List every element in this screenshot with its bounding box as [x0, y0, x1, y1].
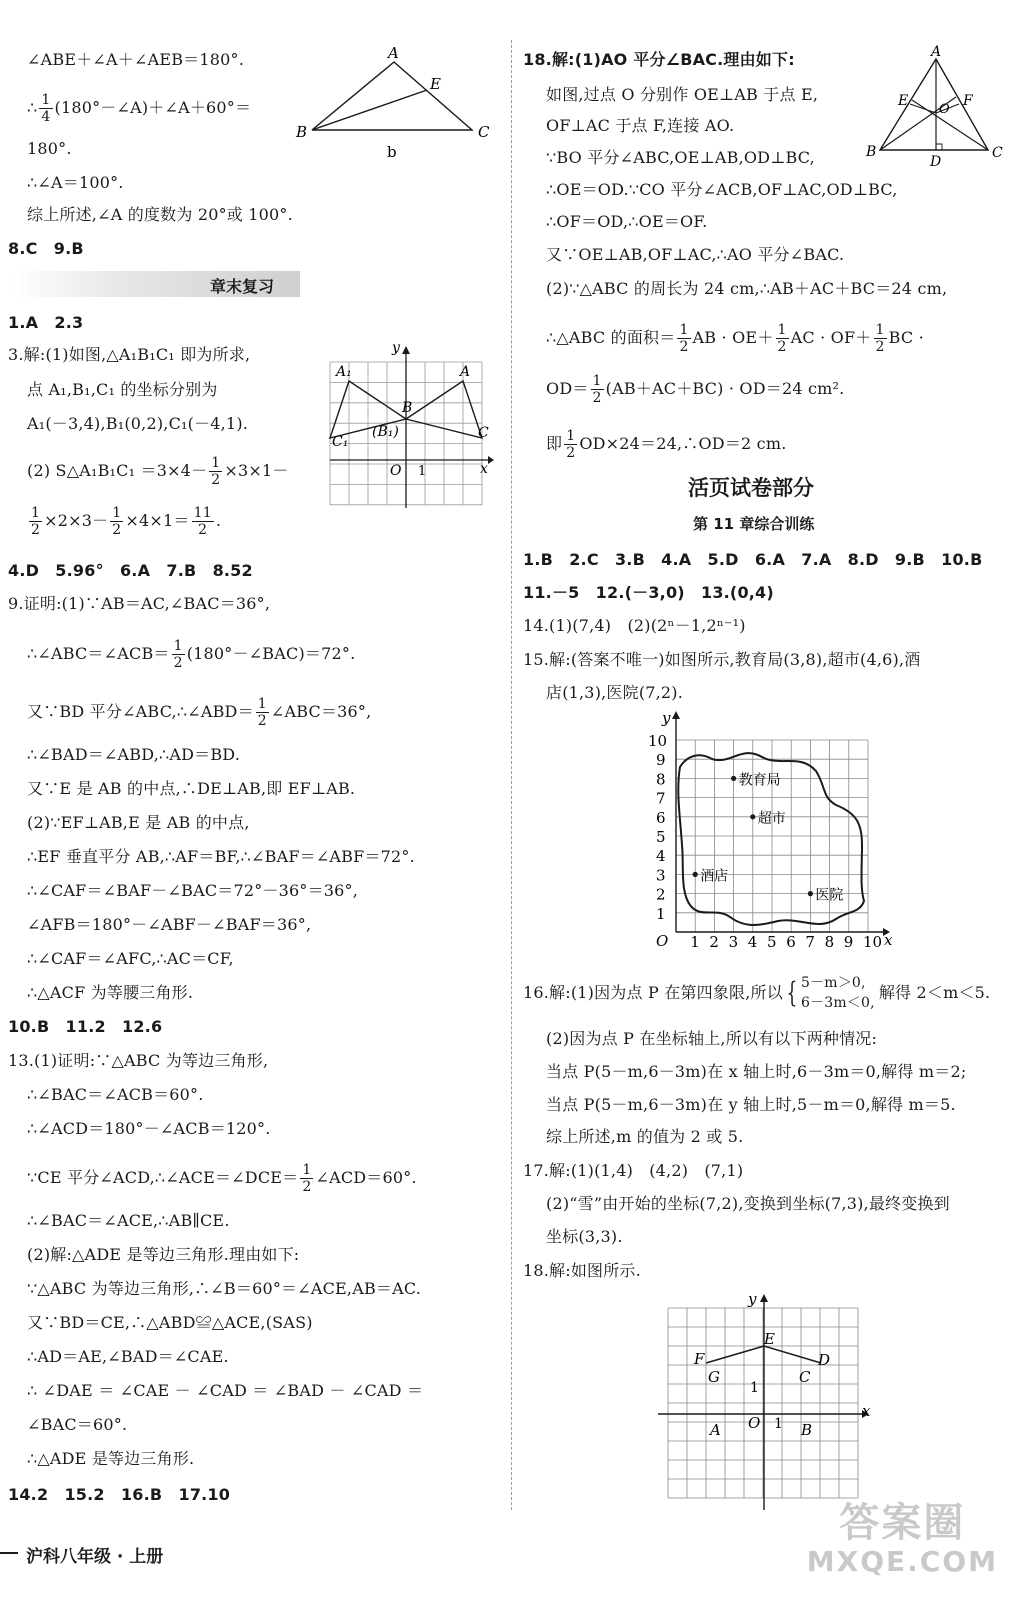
l31: (2)解:△ADE 是等边三角形.理由如下: — [27, 1245, 300, 1264]
r15: 15.解:(答案不唯一)如图所示,教育局(3,8),超市(4,6),酒 — [523, 650, 921, 669]
r23: (2)“雪”由开始的坐标(7,2),变换到坐标(7,3),最终变换到 — [546, 1194, 950, 1213]
r10: OD＝ $\frac{1}{2}$ (AB＋AC＋BC) · OD＝24 cm². — [546, 373, 845, 406]
l13: 4.D 5.96° 6.A 7.B 8.52 — [8, 561, 253, 580]
fig4-place-point — [750, 814, 755, 819]
l7: 1.A 2.3 — [8, 313, 84, 332]
fig5-label-c: C — [799, 1368, 811, 1386]
fig4-x-tick: 3 — [728, 933, 739, 951]
fig4-y-tick: 3 — [656, 866, 666, 885]
fig3-label-e: E — [898, 93, 909, 109]
fig5-label-f: F — [694, 1350, 705, 1368]
l29: ∵CE 平分∠ACD,∴∠ACE＝∠DCE＝ $\frac{1}{2}$ ∠ACD＝60°. — [27, 1162, 417, 1195]
l3: 180°. — [27, 139, 72, 158]
r5: ∴OE＝OD.∵CO 平分∠ACB,OF⊥AC,OD⊥BC, — [546, 180, 898, 199]
l25: 10.B 11.2 12.6 — [8, 1017, 163, 1036]
fig5-label-o: O — [748, 1414, 761, 1432]
l11: (2) S△A₁B₁C₁ ＝3×4－ $\frac{1}{2}$ ×3×1－ — [27, 455, 289, 488]
fig4-y-tick: 9 — [656, 751, 666, 770]
fig4-label-o: O — [656, 932, 669, 950]
figure-triangle-abe — [290, 45, 500, 165]
fig2-label-c: C — [478, 425, 489, 441]
fig2-label-a: A — [460, 364, 471, 380]
fig3-label-o: O — [939, 102, 950, 117]
l9: 点 A₁,B₁,C₁ 的坐标分别为 — [27, 380, 218, 399]
r8: (2)∵△ABC 的周长为 24 cm,∴AB＋AC＋BC＝24 cm, — [546, 279, 948, 298]
fig5-label-one-x: 1 — [774, 1416, 783, 1432]
l19: (2)∵EF⊥AB,E 是 AB 的中点, — [27, 813, 250, 832]
r13: 11.－5 12.(－3,0) 13.(0,4) — [523, 583, 774, 602]
l5: 综上所述,∠A 的度数为 20°或 100°. — [27, 205, 293, 224]
fig3-label-a: A — [931, 44, 942, 60]
fig2-label-y: y — [392, 340, 400, 356]
l12: $\frac{1}{2}$ ×2×3－ $\frac{1}{2}$ ×4×1＝ $\frac{11}{2}$ . — [31, 505, 222, 538]
r3: OF⊥AC 于点 F,连接 AO. — [546, 116, 735, 135]
fig4-x-tick: 8 — [824, 933, 835, 951]
l33: 又∵BD＝CE,∴△ABD≌△ACE,(SAS) — [27, 1313, 313, 1332]
fig4-y-tick: 2 — [656, 885, 666, 904]
r12: 1.B 2.C 3.B 4.A 5.D 6.A 7.A 8.D 9.B 10.B — [523, 550, 983, 569]
fig5-label-one-y: 1 — [750, 1380, 759, 1396]
l10: A₁(－3,4),B₁(0,2),C₁(－4,1). — [27, 414, 249, 433]
l17: ∴∠BAD＝∠ABD,∴AD＝BD. — [27, 745, 241, 764]
fig3-label-c: C — [992, 145, 1003, 161]
fig4-place-label: 超市 — [757, 810, 786, 827]
r20: 当点 P(5－m,6－3m)在 y 轴上时,5－m＝0,解得 m＝5. — [546, 1095, 956, 1114]
fig3-label-f: F — [963, 93, 973, 109]
fig4-y-tick: 4 — [656, 847, 666, 866]
l2: ∴ $\frac{1}{4}$ (180°－∠A)＋∠A＋60°＝ — [27, 92, 252, 125]
r17: 16.解:(1)因为点 P 在第四象限,所以 { 5－m＞0, 6－3m＜0, 解得 2＜m＜5. — [523, 975, 991, 1011]
fig5-label-x: x — [862, 1402, 871, 1420]
r2: 如图,过点 O 分别作 OE⊥AB 于点 E, — [546, 85, 819, 104]
fig5-label-y: y — [748, 1290, 757, 1308]
r16: 店(1,3),医院(7,2). — [546, 683, 684, 702]
l36: ∠BAC＝60°. — [27, 1415, 128, 1434]
fig2-label-b: B — [402, 400, 413, 416]
l8: 3.解:(1)如图,△A₁B₁C₁ 即为所求, — [8, 345, 251, 364]
l27: ∴∠BAC＝∠ACB＝60°. — [27, 1085, 204, 1104]
figure-reflection-grid — [330, 340, 500, 510]
fig4-y-tick: 1 — [656, 904, 666, 923]
watermark-logo: 答案圈 MXQE.COM — [806, 1500, 998, 1578]
r25: 18.解:如图所示. — [523, 1261, 641, 1280]
figure-coordinate-grid — [658, 1288, 888, 1513]
fig5-label-b: B — [801, 1421, 813, 1439]
r1: 18.解:(1)AO 平分∠BAC.理由如下: — [523, 50, 795, 69]
fig4-place-point — [808, 891, 813, 896]
r11: 即 $\frac{1}{2}$ OD×24＝24,∴OD＝2 cm. — [546, 428, 787, 461]
l24: ∴△ACF 为等腰三角形. — [27, 983, 194, 1002]
fig2-label-a1: A₁ — [336, 364, 352, 380]
fig5-label-d: D — [818, 1351, 831, 1369]
fig5-label-e: E — [764, 1330, 775, 1348]
l23: ∴∠CAF＝∠AFC,∴AC＝CF, — [27, 949, 234, 968]
section-title: 章末复习 — [210, 277, 275, 296]
l16: 又∵BD 平分∠ABC,∴∠ABD＝ $\frac{1}{2}$ ∠ABC＝36°, — [27, 696, 372, 729]
fig4-x-tick: 7 — [805, 933, 815, 951]
fig4-y-tick: 5 — [656, 828, 666, 846]
fig4-place-label: 酒店 — [700, 868, 729, 885]
r22: 17.解:(1)(1,4) (4,2) (7,1) — [523, 1161, 744, 1180]
l34: ∴AD＝AE,∠BAD＝∠CAE. — [27, 1347, 229, 1366]
l20: ∴EF 垂直平分 AB,∴AF＝BF,∴∠BAF＝∠ABF＝72°. — [27, 847, 415, 866]
fig4-place-point — [731, 776, 736, 781]
fig4-y-tick: 7 — [656, 789, 666, 808]
fig4-x-tick: 9 — [843, 933, 854, 951]
fig4-x-tick: 1 — [690, 933, 700, 951]
part-title: 活页试卷部分 — [688, 476, 814, 500]
r19: 当点 P(5－m,6－3m)在 x 轴上时,6－3m＝0,解得 m＝2; — [546, 1062, 967, 1081]
l26: 13.(1)证明:∵△ABC 为等边三角形, — [8, 1051, 269, 1070]
figure-triangle-incenter — [860, 45, 1010, 175]
column-divider — [511, 40, 512, 1510]
l38: 14.2 15.2 16.B 17.10 — [8, 1485, 231, 1504]
l32: ∵△ABC 为等边三角形,∴∠B＝60°＝∠ACE,AB＝AC. — [27, 1279, 422, 1298]
l21: ∴∠CAF＝∠BAF－∠BAC＝72°－36°＝36°, — [27, 881, 359, 900]
fig2-label-b1: (B₁) — [372, 424, 399, 440]
fig3-label-b: B — [866, 144, 877, 160]
fig5-label-g: G — [708, 1368, 720, 1386]
l22: ∠AFB＝180°－∠ABF－∠BAF＝36°, — [27, 915, 312, 934]
l28: ∴∠ACD＝180°－∠ACB＝120°. — [27, 1119, 271, 1138]
r6: ∴OF＝OD,∴OE＝OF. — [546, 212, 708, 231]
fig2-label-c1: C₁ — [332, 434, 349, 450]
fig3-label-d: D — [930, 154, 942, 170]
r14: 14.(1)(7,4) (2)(2ⁿ－1,2ⁿ⁻¹) — [523, 616, 746, 635]
fig4-place-point — [693, 872, 698, 877]
fig4-place-label: 教育局 — [738, 772, 781, 789]
l37: ∴△ADE 是等边三角形. — [27, 1449, 195, 1468]
l35: ∴ ∠DAE ＝ ∠CAE － ∠CAD ＝ ∠BAD － ∠CAD ＝ — [27, 1381, 424, 1400]
l18: 又∵E 是 AB 的中点,∴DE⊥AB,即 EF⊥AB. — [27, 779, 356, 798]
l30: ∴∠BAC＝∠ACE,∴AB∥CE. — [27, 1211, 230, 1230]
r4: ∵BO 平分∠ABC,OE⊥AB,OD⊥BC, — [546, 148, 815, 167]
fig4-y-tick: 6 — [656, 808, 666, 827]
fig4-x-tick: 6 — [786, 933, 796, 951]
l15: ∴∠ABC＝∠ACB＝ $\frac{1}{2}$ (180°－∠BAC)＝72°. — [27, 638, 356, 671]
fig1-label-b: B — [296, 123, 308, 141]
fig4-y-tick: 10 — [648, 732, 668, 750]
fig4-x-tick: 2 — [709, 933, 719, 951]
fig4-x-tick: 5 — [767, 933, 777, 951]
r24: 坐标(3,3). — [546, 1227, 623, 1246]
r9: ∴△ABC 的面积＝ $\frac{1}{2}$ AB · OE＋ $\frac{1}{2}$ AC · OF＋ $\frac{1}{2}$ BC · — [546, 322, 924, 355]
fig4-x-tick: 10 — [863, 933, 883, 951]
fig4-label-x: x — [884, 931, 893, 949]
fig4-x-tick: 4 — [747, 933, 758, 951]
r7: 又∵OE⊥AB,OF⊥AC,∴AO 平分∠BAC. — [546, 245, 845, 264]
fig1-label-e: E — [430, 75, 441, 93]
fig4-place-label: 医院 — [815, 887, 844, 904]
fig2-label-o: O — [390, 463, 402, 479]
l14: 9.证明:(1)∵AB＝AC,∠BAC＝36°, — [8, 594, 271, 613]
fig5-label-a: A — [710, 1421, 721, 1439]
footer-rule — [0, 1552, 18, 1554]
fig1-caption: b — [387, 143, 397, 161]
fig4-y-tick: 8 — [656, 770, 666, 789]
figure-map-grid — [650, 705, 900, 955]
chapter-title: 第 11 章综合训练 — [693, 515, 815, 533]
l4: ∴∠A＝100°. — [27, 173, 124, 192]
fig1-label-c: C — [478, 123, 490, 141]
r18: (2)因为点 P 在坐标轴上,所以有以下两种情况: — [546, 1029, 878, 1048]
l1: ∠ABE＋∠A＋∠AEB＝180°. — [27, 50, 244, 69]
fig4-label-y: y — [662, 709, 671, 727]
fig1-label-a: A — [388, 44, 399, 62]
fig2-label-x: x — [480, 461, 488, 477]
footer-label: 沪科八年级 · 上册 — [26, 1547, 164, 1567]
l6: 8.C 9.B — [8, 239, 84, 258]
fig2-label-one: 1 — [418, 464, 427, 479]
r21: 综上所述,m 的值为 2 或 5. — [546, 1127, 744, 1146]
